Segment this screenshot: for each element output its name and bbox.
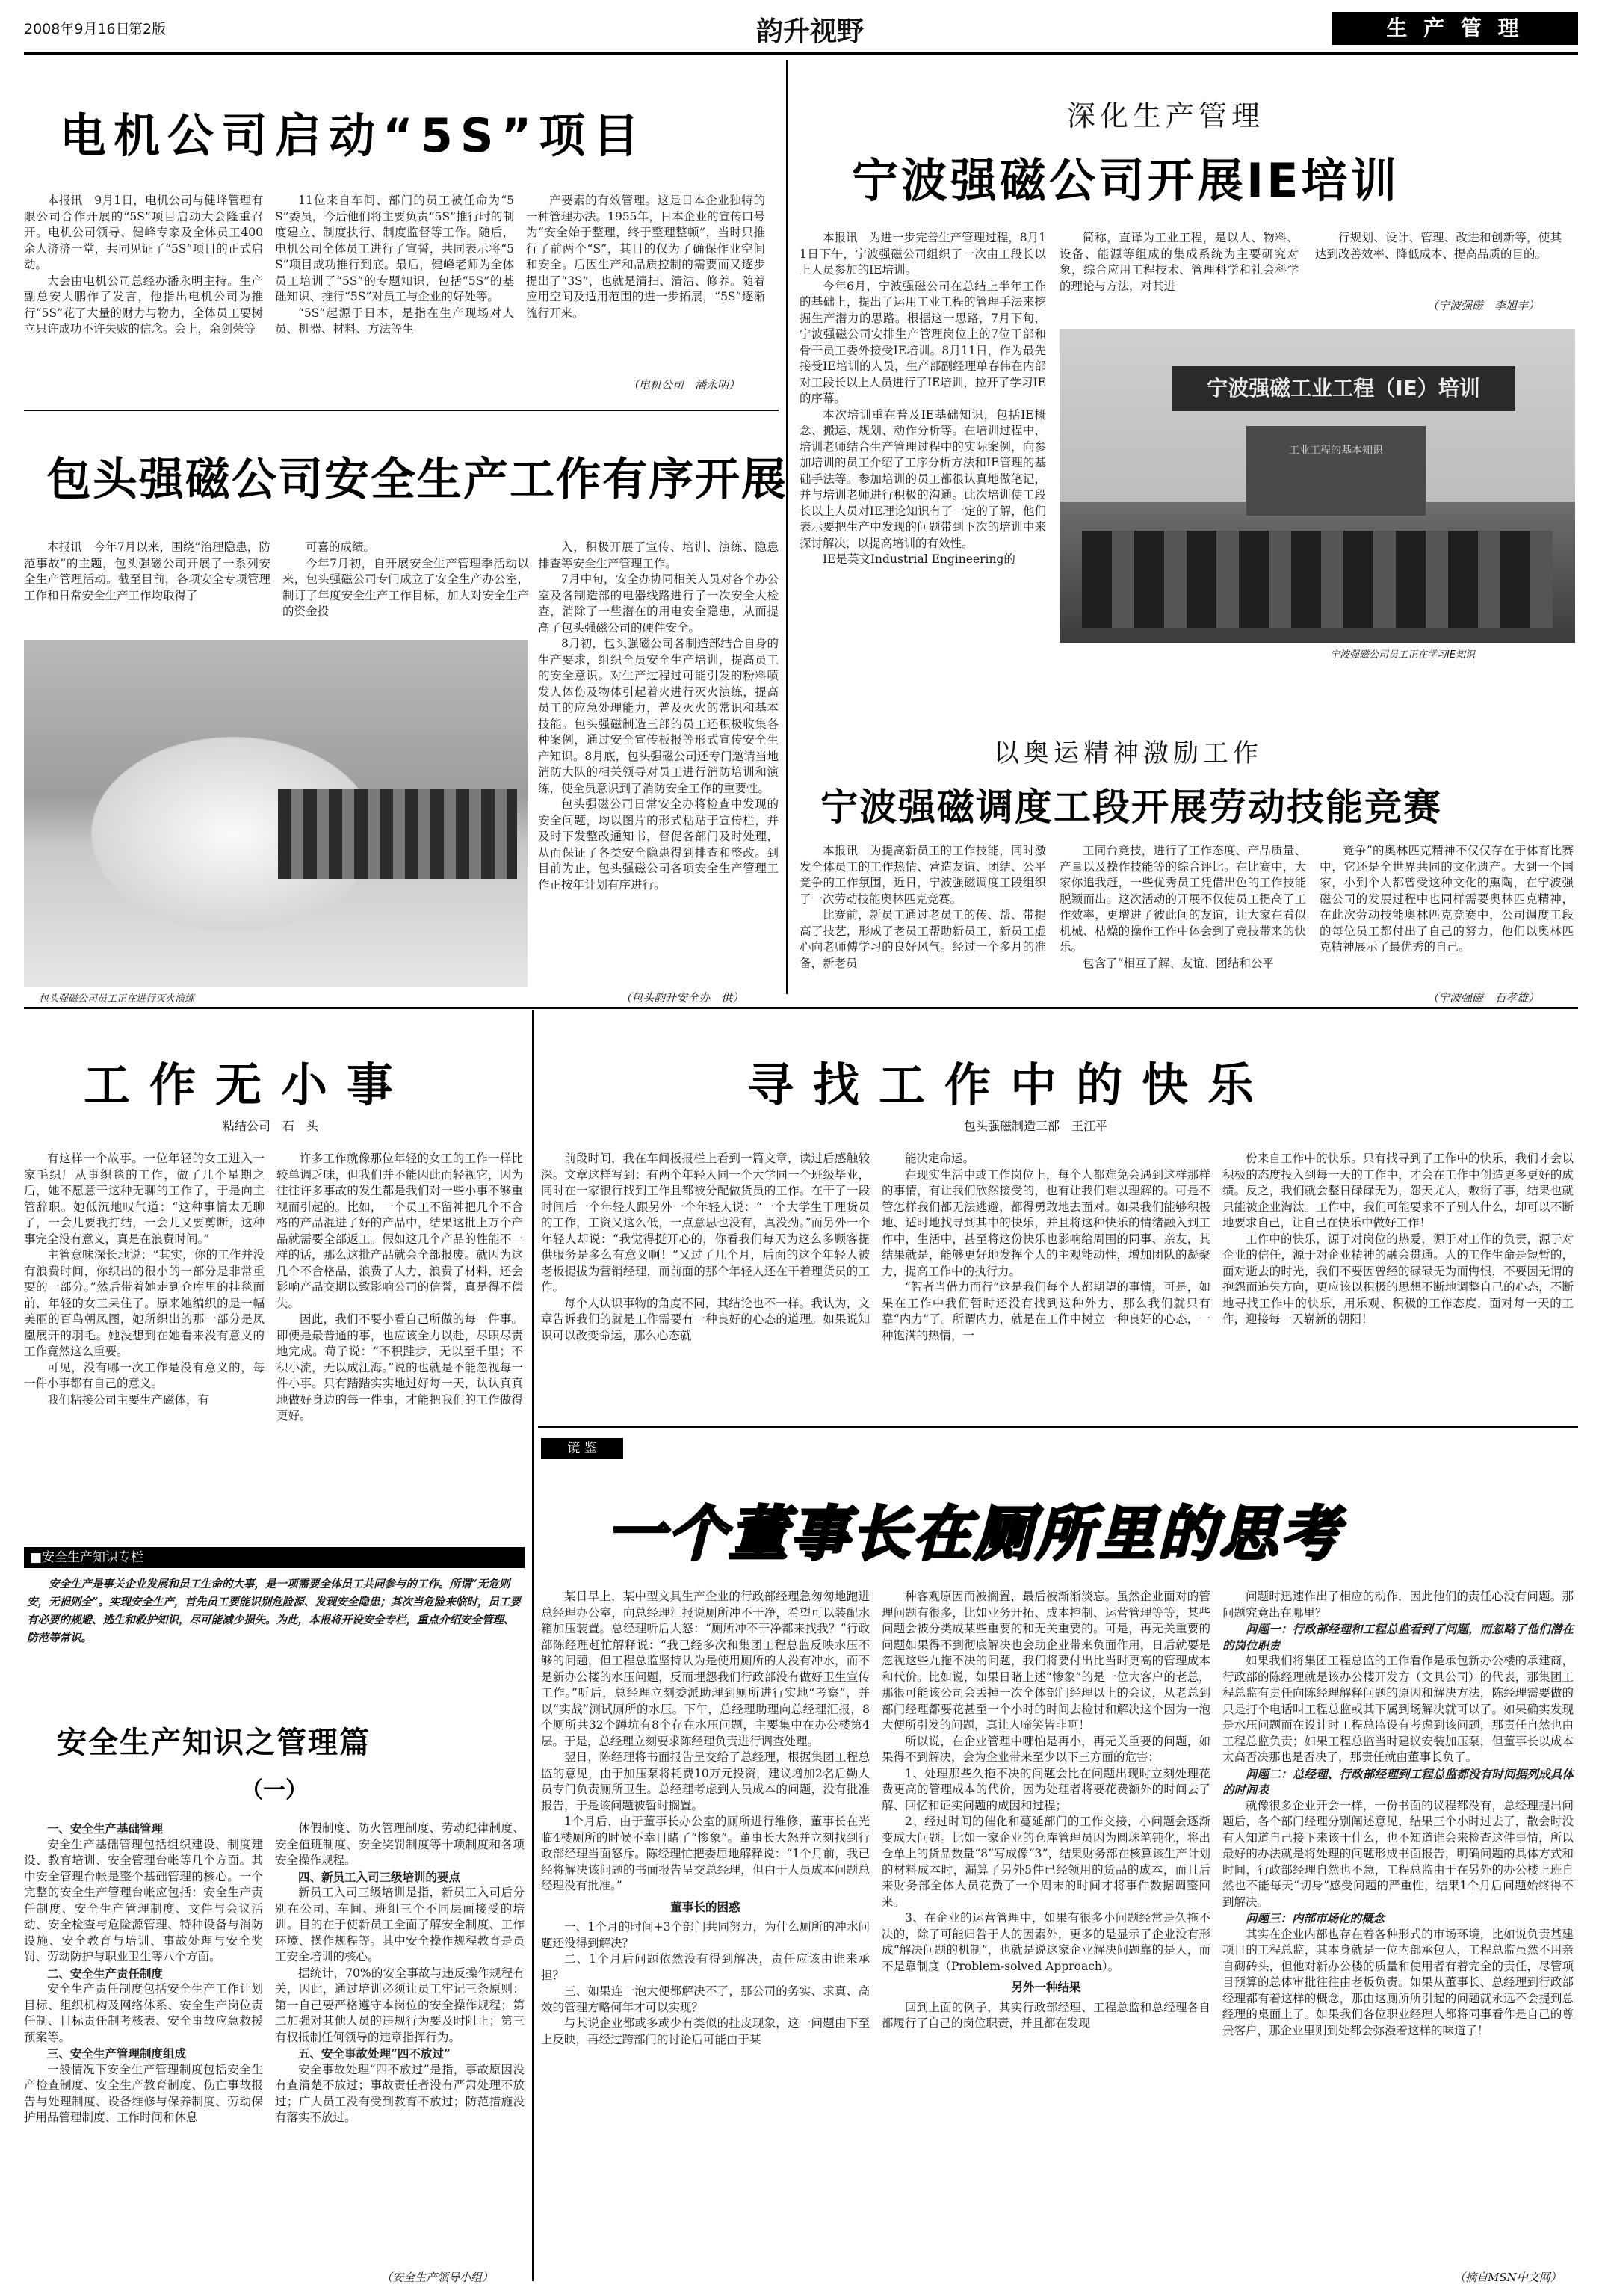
projection-screen	[1246, 426, 1426, 516]
article-kicker: 深化生产管理	[1067, 99, 1265, 132]
column-intro: 安全生产是事关企业发展和员工生命的大事，是一项需要全体员工共同参与的工作。所谓“无危则安，无损则全”。实现安全生产，首先员工要能识别危险源、发现安全隐患；其次当危险来临时，员工要有必要的规避、逃生和救护知识，尽可能减少损失。为此，本报将开设安全专栏，重点介绍安全管理、防范等常识。	[27, 1578, 521, 1644]
paragraph: 其实在企业内部也存在着各种形式的市场环境，比如说负责基建项目的工程总监，其本身就是一位内部承包人，工程总监虽然不用亲自砌砖头，但他对新办公楼的质量和使用者有着完全的责任，尽管项目预算的总体审批往往由老板负责。如果从董事长、总经理到行政部经理都有着这样的概念，那由这厕所所引起的问题就永远不会提到总经理的桌面上了。如果我们各位职业经理人都将同事看作是自己的尊贵客户，那企业里则到处都会弥漫着这样的味道了！	[1222, 1927, 1574, 2037]
paragraph: 简称，直译为工业工程，是以人、物料、设备、能源等组成的集成系统为主要研究对象，综合应用工程技术、管理科学和社会科学的理论与方法，对其进	[1060, 231, 1299, 293]
paragraph: 前段时间，我在车间板报栏上看到一篇文章，读过后感触较深。文章这样写到：有两个年轻人同一个大学同一个班级毕业，同时在一家银行找到工作且都被分配做货员的工作。在干了一段时间后一个年轻人跟另外一个年轻人说：“一个大学生干理货员的工作，工资又这么低，一点意思也没有，真没劲。”而另外一个年轻人却说：“我觉得挺开心的，你看我们每天为这么多顾客提供服务是多么有意义啊！”又过了几个月，后面的这个年轻人被老板提拔为营销经理，而前面的那个年轻人还在干着理货员的工作。	[541, 1152, 870, 1294]
article-body	[538, 540, 779, 893]
article-title: 工作无小事	[84, 1058, 413, 1112]
photo-caption: 宁波强磁公司员工正在学习IE知识	[1330, 649, 1476, 661]
article-body	[24, 1821, 263, 2126]
paragraph: 今年6月，宁波强磁公司在总结上半年工作的基础上，提出了运用工业工程的管理手法来挖掘生产潜力的思路。根据这一思路，7月下旬，宁波强磁公司安排生产管理岗位上的7位干部和骨干员工委外接受IE培训。8月11日，作为最先接受IE培训的人员，生产部副经理单春伟在内部对工段长以上人员进行了IE培训，拉开了学习IE的序幕。	[800, 279, 1046, 405]
subheading: 一、安全生产基础管理	[47, 1821, 164, 1836]
byline: （电机公司 潘永明）	[628, 378, 740, 392]
subheading: 问题一：行政部经理和工程总监看到了问题，而忽略了他们潜在的岗位职责	[1222, 1622, 1574, 1652]
paragraph: 本报讯 今年7月以来，围绕“治理隐患，防范事故”的主题，包头强磁公司开展了一系列安全生产管理活动。截至目前，各项安全专项管理工作和日常安全生产工作均取得了	[24, 540, 270, 602]
byline: （宁波强磁 李旭丰）	[1427, 299, 1540, 312]
paragraph: 新员工入司三级培训是指，新员工入司后分别在公司、车间、班组三个不同层面接受的培训。目的在于使新员工全面了解安全制度、工作环境、操作规程等。其中安全操作规程教育是员工安全培训的核心。	[275, 1886, 525, 1963]
paragraph: 今年7月初，自开展安全生产管理季活动以来，包头强磁公司专门成立了安全生产办公室，制订了年度安全生产工作目标，加大对安全生产的资金投	[282, 556, 529, 618]
paragraph: 行规划、设计、管理、改进和创新等，使其达到改善效率、降低成本、提高品质的目的。	[1315, 231, 1562, 261]
article-body	[882, 1151, 1210, 1344]
photo-caption: 包头强磁公司员工正在进行灭火演练	[39, 993, 195, 1004]
paragraph: 本报讯 为进一步完善生产管理过程，8月11日下午，宁波强磁公司组织了一次由工段长以上人员参加的IE培训。	[800, 231, 1046, 277]
paragraph: 7月中旬，安全办协同相关人员对各个办公室及各制造部的电器线路进行了一次安全大检查，消除了一些潜在的用电安全隐患，从而提高了包头强磁公司的硬件安全。	[538, 573, 779, 635]
paragraph: 三、如果连一泡大便都解决不了，那公司的务实、求真、高效的管理方略何年才可以实现？	[541, 1984, 870, 2014]
paragraph: 安全事故处理“四不放过”是指，事故原因没有查清楚不放过；事故责任者没有严肃处理不放过；广大员工没有受到教育不放过；防范措施没有落实不放过。	[275, 2062, 525, 2124]
byline: （安全生产领导小组）	[381, 2271, 494, 2284]
paragraph: 就像很多企业开会一样，一份书面的议程都没有，总经理提出问题后，各个部门经理分别阐述意见，结果三个小时过去了，散会时没有人知道自己接下来该干什么，也不知道谁会来检查这件事情，所以最好的办法就是将处理的问题形成书面报告，明确问题的具体方式和时间，行政部经理自然也不急，工程总监由于在另外的办公楼上班自然也不能每天“切身”感受问题的严重性，结果1个月后问题始终得不到解决。	[1222, 1798, 1574, 1909]
paragraph: 能决定命运。	[905, 1152, 975, 1165]
article-body	[882, 1589, 1210, 2032]
subheading: 五、安全事故处理“四不放过”	[298, 2046, 451, 2061]
column-part: （一）	[241, 1777, 308, 1803]
article-body	[1060, 230, 1299, 294]
ie-training-photo	[1060, 329, 1575, 643]
paragraph: 安全生产责任制度包括安全生产工作计划目标、组织机构及网络体系、安全生产岗位责任制、目标责任制考核表、安全事故应急救援预案等。	[24, 1982, 263, 2044]
masthead-rule	[24, 52, 1578, 55]
paragraph: 主管意味深长地说：“其实，你的工作并没有浪费时间，你织出的很小的一部分是非常重要的一部分。”然后带着她走到仓库里的挂毯面前，年轻的女工呆住了。原来她编织的是一幅美丽的百鸟朝凤图，她所织出的那一部分是凤凰展开的羽毛。她没想到在她看来没有意义的工作竟然这么重要。	[24, 1248, 265, 1358]
paragraph: 比赛前，新员工通过老员工的传、帮、带提高了技艺，形成了老员工帮助新员工，新员工虚心向老师傅学习的良好风气。经过一个多月的准备，新老员	[800, 908, 1046, 970]
author: 粘结公司 石 头	[223, 1119, 319, 1133]
article-body	[1315, 230, 1562, 262]
paragraph: 回到上面的例子，其实行政部经理、工程总监和总经理各自都履行了自己的岗位职责，并且都在发现	[882, 2000, 1210, 2030]
paragraph: 因此，我们不要小看自己所做的每一件事。即便是最普通的事，也应该全力以赴，尽职尽责地完成。荀子说：“不积跬步，无以至千里；不积小流，无以成江海。”说的也就是不能忽视每一件小事。只有踏踏实实地过好每一天，认认真真地做好身边的每一件事，才能把我们的工作做得更好。	[276, 1312, 523, 1422]
byline: （摘自MSN中文网）	[1454, 2271, 1562, 2284]
column-label: 镜 鉴	[567, 1441, 597, 1456]
paragraph: 种客观原因而被搁置，最后被渐渐淡忘。虽然企业面对的管理问题有很多，比如业务开拓、成本控制、运营管理等等，某些问题会被分类成某些重要的和无关重要的。可是，再无关重要的问题如果得不到彻底解决也会助企业带来负面作用，日后就要是忽视这些九拖不决的问题，我们将要付出比当时更高的管理成本和代价。比如说，如果日睹上述“惨象”的是一位大客户的老总，那很可能该公司会丢掉一次全体部门经理以上的会议，从老总到部门经理都要花甚至一个小时的时间去检讨和解决这个因为一泡大便所引发的问题，真让人啼笑皆非啊！	[882, 1590, 1210, 1732]
article-body	[541, 1589, 870, 2048]
screen-text: 工业工程的基本知识	[1289, 445, 1383, 457]
paragraph: “5S”起源于日本，是指在生产现场对人员、机器、材料、方法等生	[275, 306, 514, 336]
column-label: ■安全生产知识专栏	[30, 1550, 144, 1565]
article-title: 电机公司启动“5S”项目	[60, 108, 647, 163]
divider	[532, 1010, 534, 2281]
article-title: 寻找工作中的快乐	[747, 1058, 1274, 1112]
paragraph: 11位来自车间、部门的员工被任命为“5S”委员，今后他们将主要负责“5S”推行时的制度建立、制度执行、制度监督等工作。随后，电机公司全体员工进行了宣誓，共同表示将“5S”项目成功推行到底。最后，健峰老师为全体员工培训了“5S”的专题知识，包括“5S”的基础知识、推行“5S”对员工与企业的好处等。	[275, 194, 514, 303]
crowd-silhouettes	[278, 789, 517, 879]
subheading: 董事长的困惑	[670, 1899, 740, 1914]
subheading: 四、新员工入司三级培训的要点	[298, 1869, 461, 1884]
article-body	[1222, 1151, 1574, 1328]
article-body	[276, 1151, 523, 1425]
divider	[24, 410, 779, 411]
article-body	[526, 193, 765, 321]
newspaper-name: 韵升视野	[756, 16, 865, 47]
paragraph: 2、经过时间的催化和蔓延部门的工作交接，小问题会逐渐变成大问题。比如一家企业的仓库管理员因为圆珠笔钝化，将出仓单上的货品数量“8”写成像“3”，结果财务部在核算该生产计划的材料成本时，漏算了另外5件已经领用的货品的成本，而且后来财务部全体人员花费了一个周末的时间才将事件数据调整回来。	[882, 1815, 1210, 1909]
paragraph: 休假制度、防火管理制度、劳动纪律制度、安全值班制度、安全奖罚制度等十项制度和各项安全操作规程。	[275, 1821, 525, 1867]
byline: （包头韵升安全办 供）	[620, 991, 744, 1004]
column-label-box	[24, 1547, 525, 1568]
paragraph: 问题时迅速作出了相应的动作，因此他们的责任心没有问题。那问题究竟出在哪里？	[1222, 1590, 1574, 1620]
article-title: 包头强磁公司安全生产工作有序开展	[46, 454, 788, 506]
subheading: 另外一种结果	[1011, 1980, 1081, 1994]
subheading: 二、安全生产责任制度	[47, 1966, 164, 1981]
byline: （宁波强磁 石孝雄）	[1427, 991, 1540, 1004]
paragraph: 份来自工作中的快乐。只有找寻到了工作中的快乐，我们才会以积极的态度投入到每一天的工作中，才会在工作中创造更多更好的成绩。反之，我们就会整日碌碌无为，怨天尤人，敷衍了事，结果也就只能被企业淘汰。工作中，我们可能要求不了别人什么，却可以不断地要求自己，让自己在快乐中做好工作！	[1222, 1152, 1574, 1229]
paragraph: 与其说企业都或多或少有类似的扯皮现象，这一问题由下至上反映，再经过跨部门的讨论后可能由于某	[541, 2016, 870, 2046]
paragraph: 大会由电机公司总经办潘永明主持。生产副总安大鹏作了发言，他指出电机公司为推行“5S”花了大量的财力与物力，全体员工要树立只许成功不许失败的信念。会上，余剑荣等	[24, 274, 263, 336]
article-body	[282, 540, 529, 620]
subheading: 问题二：总经理、行政部经理到工程总监都没有时间据列成具体的时间表	[1222, 1766, 1574, 1797]
paragraph: 所以说，在企业管理中哪怕是再小，再无关重要的问题，如果得不到解决，会为企业带来至少以下三方面的危害：	[882, 1734, 1210, 1764]
divider	[786, 60, 788, 994]
paragraph: 一、1个月的时间+3个部门共同努力，为什么厕所的冲水问题还没得到解决？	[541, 1920, 870, 1950]
column-title: 安全生产知识之管理篇	[57, 1726, 371, 1760]
fire-drill-photo	[24, 640, 528, 987]
article-body	[24, 193, 263, 338]
article-body	[541, 1151, 870, 1344]
paragraph: 许多工作就像那位年轻的女工的工作一样比较单调乏味，但我们并不能因此而轻视它，因为往往许多事故的发生都是我们对一些小事不够重视而引起的。比如，一个员工不留神把几个不合格的产品混进了好的产品中，结果这批上万个产品就需要全部返工。假如这几个产品的性能不一样的话，那么这批产品就会全部报废。就因为这几个不合格品，浪费了人力，浪费了材料，还会影响产品交期以致影响公司的信誉，真是得不偿失。	[276, 1152, 523, 1310]
paragraph: 翌日，陈经理将书面报告呈交给了总经理，根据集团工程总监的意见，由于加压泵将耗费10万元投资，建议增加2名后勤人员专门负责厕所卫生。总经理考虑到人员成本的问题，没有批准报告，于是该问题被暂时搁置。	[541, 1750, 870, 1812]
paragraph: 产要素的有效管理。这是日本企业独特的一种管理办法。1955年，日本企业的宣传口号为“安全始于整理，终于整理整顿”，当时只推行了前两个“S”，其目的仅为了确保作业空间和安全。后因生产和品质控制的需要而又逐步提出了“3S”，也就是清扫、清洁、修养。随着应用空间及适用范围的进一步拓展，“5S”逐渐流行开来。	[526, 194, 765, 320]
article-body	[275, 1821, 525, 2126]
paragraph: IE是英文Industrial Engineering的	[823, 552, 1015, 566]
section-label-box	[1332, 12, 1578, 45]
article-title: 宁波强磁公司开展IE培训	[852, 153, 1400, 208]
paragraph: 有这样一个故事。一位年轻的女工进入一家毛织厂从事织毯的工作，做了几个星期之后，她不愿意干这种无聊的工作了，于是向主管辞职。她低沉地叹气道：“这种事情太无聊了，一会儿要我打结，一会儿又要剪断，这种事完全没有意义，真是在浪费时间。”	[24, 1152, 265, 1246]
article-body	[1320, 843, 1574, 956]
paragraph: 本次培训重在普及IE基础知识，包括IE概念、搬运、规划、动作分析等。在培训过程中，培训老师结合生产管理过程中的实际案例，向参加培训的员工介绍了工序分析方法和IE管理的基础手法等。参加培训的员工都很认真地做笔记，并与培训老师进行积极的沟通。此次培训使工段长以上人员对IE理论知识有了一定的了解，他们表示要把生产中发现的问题带到下次的培训中来探讨解决，以提高培训的有效性。	[800, 407, 1046, 550]
paragraph: 在现实生活中或工作岗位上，每个人都难免会遇到这样那样的事情，有让我们欣然接受的，也有让我们难以理解的。可是不管怎样我们都无法逃避，都得勇敢地去面对。如果我们能够积极地、适时地找寻到其中的快乐，并且将这种快乐的情绪融入到工作中，生活中，甚至将这份快乐也影响给周围的同事、亲友，其结果就是，能够更好地发挥个人的主观能动性，增加团队的凝聚力，提高工作中的执行力。	[882, 1167, 1210, 1278]
paragraph: 包含了“相互了解、友谊、团结和公平	[1083, 956, 1274, 970]
paragraph: 工同台竞技，进行了工作态度、产品质量、产量以及操作技能等的综合评比。在比赛中，大家你追我赶，一些优秀员工凭借出色的工作技能脱颖而出。这次活动的开展不仅使员工提高了工作效率，更增进了彼此间的友谊，让大家在看似机械、枯燥的操作工作中体会到了竞技带来的快乐。	[1060, 844, 1306, 954]
paragraph: 3、在企业的运营管理中，如果有很多小问题经常是久拖不决的，除了可能归咎于人的因素外，更多的是显示了企业没有形成“解决问题的机制”，也就是说这家企业解决问题靠的是人，而不是靠制度（Problem-solved Approach）。	[882, 1911, 1210, 1973]
paragraph: 本报讯 为提高新员工的工作技能，同时激发全体员工的工作热情、营造友谊、团结、公平竞争的工作氛围，近日，宁波强磁调度工段组织了一次劳动技能奥林匹克竞赛。	[800, 844, 1046, 906]
article-body	[800, 230, 1046, 568]
paragraph: 1、处理那些久拖不决的问题会比在问题出现时立刻处理花费更高的管理成本的代价，因为处理者将要花费额外的时间去了解、回忆和证实问题的成因和过程；	[882, 1766, 1210, 1812]
paragraph: 1个月后，由于董事长办公室的厕所进行维修，董事长在光临4楼厕所的时候不幸目睹了“惨象”。董事长大怒并立刻找到行政部经理当面怒斥。陈经理忙把委屈地解释说：“1个月前，我已经将解决该问题的书面报告呈交总经理，但由于人员成本问题总经理没有批准。”	[541, 1815, 870, 1892]
paragraph: 安全生产基础管理包括组织建设、制度建设、教育培训、安全管理台帐等几个方面。其中安全管理台帐是整个基础管理的核心。一个完整的安全生产管理台帐应包括：安全生产责任制度、安全生产管理制度、文件与会议活动、安全检查与危险源管理、特种设备与消防设施、安全教育与培训、事故处理与安全奖罚、劳动防护与职业卫生等八个方面。	[24, 1837, 263, 1963]
paragraph: 如果我们将集团工程总监的工作看作是承包新办公楼的承建商，行政部的陈经理就是该办公楼开发方（文具公司）的代表，那集团工程总监有责任向陈经理解释问题的原因和解决方法，陈经理需要做的只是打个电话叫工程总监或其下属到场解决就可以了。如果确实发现是水压问题而在设计时工程总监设有考虑到该问题，那责任自然也由工程总监负责；如果工程总监当时建议安装加压泵，但董事长以成本太高否决那也是否决了，那责任就由董事长负了。	[1222, 1654, 1574, 1764]
paragraph: 据统计，70%的安全事故与违反操作规程有关，因此，通过培训必须让员工牢记三条原则：第一自己要严格遵守本岗位的安全操作规程；第二加强对其他人员的违规行为要及时阻止；第三有权抵制任何领导的违章指挥行为。	[275, 1966, 525, 2044]
paragraph: 包头强磁公司日常安全办将检查中发现的安全问题，均以图片的形式粘贴于宣传栏，并及时下发整改通知书，督促各部门及时处理，从而保证了各类安全隐患得到排查和整改。到目前为止，包头强磁公司各项安全生产管理工作正按年计划有序进行。	[538, 797, 779, 892]
author: 包头强磁制造三部 王江平	[964, 1119, 1108, 1133]
paragraph: 某日早上，某中型文具生产企业的行政部经理急匆匆地跑进总经理办公室，向总经理汇报说厕所冲不干净，希望可以装配水箱加压装置。总经理听后大怒：“厕所冲不干净都来找我？”行政部陈经理赶忙解释说：“我已经多次和集团工程总监反映水压不够的问题，但工程总监坚持认为是使用厕所的人没有冲水，而不是新办公楼的水压问题，反而埋怨我们行政部没有做好卫生宣传工作。”听后，总经理立刻委派助理到厕所进行实地“考察”，并以“实战”测试厕所的水压。下午，总经理助理向总经理汇报，8个厕所共32个蹲坑有8个存在水压问题，主要集中在办公楼第4层。于是，总经理立刻要求陈经理负责进行调查处理。	[541, 1590, 870, 1748]
paragraph: 竞争”的奥林匹克精神不仅仅存在于体育比赛中，它还是全世界共同的文化遗产。大到一个国家，小到个人都曾受这种文化的熏陶，在宁波强磁公司的发展过程中也同样需要奥林匹克精神，在此次劳动技能奥林匹克竞赛中，公司调度工段的每位员工都付出了自己的努力，他们以奥林匹克精神展示了最优秀的自己。	[1320, 844, 1574, 954]
photo-banner	[1172, 366, 1515, 411]
paragraph: 每个人认识事物的角度不同，其结论也不一样。我认为，文章告诉我们的就是工作需要有一种良好的心态的道理。如果说知识可以改变命运，那么心态就	[541, 1296, 870, 1342]
paragraph: 二、1个月后问题依然没有得到解决，责任应该由谁来承担？	[541, 1952, 870, 1982]
paragraph: 一般情况下安全生产管理制度包括安全生产检查制度、安全生产教育制度、伤亡事故报告与处理制度、设备维修与保养制度、劳动保护用品管理制度、工作时间和休息	[24, 2062, 263, 2124]
divider	[538, 1426, 1578, 1428]
article-body	[1222, 1589, 1574, 2039]
article-body	[1060, 843, 1306, 972]
paragraph: 我们粘接公司主要生产磁体，有	[47, 1392, 210, 1407]
article-body	[24, 540, 270, 604]
column-label-box	[541, 1438, 623, 1459]
article-body	[800, 843, 1046, 972]
paragraph: 工作中的快乐，源于对岗位的热爱，源于对工作的负责，源于对企业的信任，源于对企业精神的融会贯通。人的工作生命是短暂的，面对逝去的时光，我们不要因曾经的碌碌无为而悔恨，不要因无谓的抱怨而追失方向，更应该以积极的思想不断地调整自己的心态，不断地寻找工作中的快乐，用乐观、积极的工作态度，面对每一天的工作，迎接每一天崭新的朝阳！	[1222, 1232, 1574, 1326]
page-number: 第2版	[129, 21, 167, 37]
paragraph: 本报讯 9月1日，电机公司与健峰管理有限公司合作开展的“5S”项目启动大会隆重召开。电机公司领导、健峰专家及全体员工400余人济济一堂，共同见证了“5S”项目的正式启动。	[24, 194, 263, 271]
paragraph: “智者当借力而行”这是我们每个人都期望的事情，可是，如果在工作中我们暂时还没有找到这种外力，那么我们就只有靠“内力”了。所谓内力，就是在工作中树立一种良好的心态，一种饱满的热情，一	[882, 1280, 1210, 1342]
article-body	[24, 1151, 265, 1408]
photo-banner-text: 宁波强磁工业工程（IE）培训	[1207, 376, 1480, 401]
issue-date: 2008年9月16日	[24, 21, 130, 37]
paragraph: 入，积极开展了宣传、培训、演练、隐患排查等安全生产管理工作。	[538, 540, 779, 570]
decorative-title: 一个董事长在厕所里的思考	[607, 1500, 1343, 1568]
paragraph: 可喜的成绩。	[306, 540, 376, 554]
section-label: 生 产 管 理	[1386, 16, 1524, 40]
divider	[24, 1007, 1578, 1009]
paragraph: 8月初，包头强磁公司各制造部结合自身的生产要求，组织全员安全生产培训，提高员工的安全意识。对生产过程过可能引发的粉料喷发人体伤及物体引起着火进行灭火演练，提高员工的应急处理能力，普及灭火的常识和基本技能。包头强磁制造三部的员工还积极收集各种案例，通过安全宣传板报等形式宣传安全生产知识。8月底，包头强磁公司还专门邀请当地消防大队的相关领导对员工进行消防培训和演练，使全员意识到了消防安全工作的重要性。	[538, 637, 779, 795]
article-body	[275, 193, 514, 338]
article-title: 宁波强磁调度工段开展劳动技能竞赛	[820, 786, 1442, 829]
subheading: 三、安全生产管理制度组成	[47, 2046, 187, 2061]
audience-silhouettes	[1082, 531, 1553, 628]
paragraph: 可见，没有哪一次工作是没有意义的，每一件小事都有自己的意义。	[24, 1360, 265, 1390]
subheading: 问题三：内部市场化的概念	[1246, 1911, 1385, 1925]
masthead	[24, 9, 1578, 54]
article-kicker: 以奥运精神激励工作	[994, 738, 1263, 768]
